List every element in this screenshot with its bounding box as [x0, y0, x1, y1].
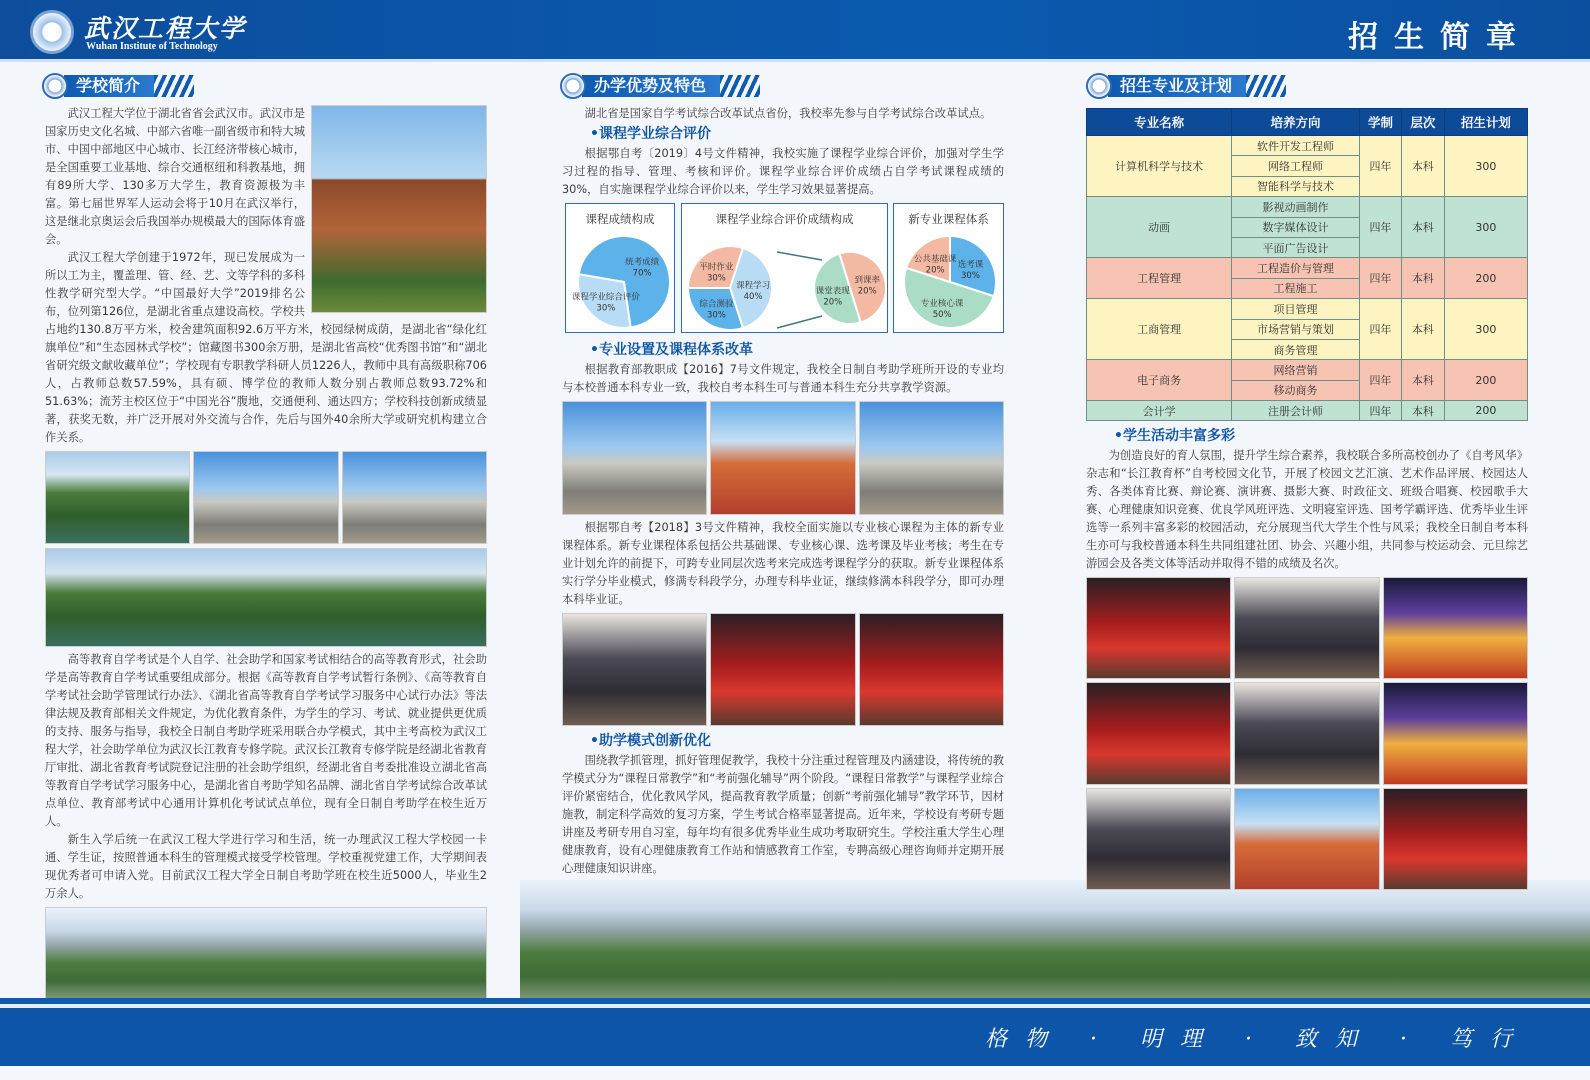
advantages-intro: 湖北省是国家自学考试综合改革试点省份，我校率先参与自学考试综合改革试点。 — [584, 107, 992, 120]
slice-label: 课程学业综合评价 — [571, 292, 640, 303]
enrollment-plan-table — [1086, 108, 1528, 421]
slice-label: 公共基础课 — [913, 254, 957, 265]
facility-photo-row — [562, 401, 1004, 515]
training-direction: 市场营销与策划 — [1232, 319, 1359, 339]
slice-label: 选考课 — [957, 260, 984, 271]
chart-title: 课程成绩构成 — [585, 212, 655, 226]
training-direction: 移动商务 — [1232, 380, 1359, 400]
enrollment-quota: 300 — [1444, 136, 1527, 197]
degree-level: 本科 — [1402, 197, 1444, 258]
subsection-text: 围绕教学抓管理，抓好管理促教学，我校十分注重过程管理及内涵建设，将传统的教学模式分为“课程日常教学”和“考前强化辅导”两个阶段。“课程日常教学”与课程学业综合评价紧密结合，优化教风学风，提高教育教学质量；创新“考前强化辅导”教学环节，因材施教，制定科学高效的复习方案，学生考试合格率显著提高。近年来，学校设有考研专题讲座及考研专用自习室，每年均有很多优秀毕业生成功考取研究生。学校注重大学生心理健康教育，设有心理健康教育工作站和情感教育工作室，专聘高级心理咨询师并定期开展心理健康知识讲座。 — [562, 754, 1004, 875]
school-logo-icon — [30, 10, 74, 54]
group-photo — [859, 613, 1004, 727]
school-name-cn: 武汉工程大学 — [84, 14, 247, 43]
award-ceremony-photo — [710, 613, 855, 727]
advantages-column — [562, 105, 1004, 878]
chart-title: 课程学业综合评价成绩构成 — [715, 212, 854, 226]
training-direction: 网络营销 — [1232, 360, 1359, 380]
advantages-text-block-4 — [562, 730, 1004, 878]
school-emblem-icon — [560, 73, 586, 99]
advantages-text-block — [562, 105, 1004, 199]
slice-label: 课堂表现 — [815, 286, 850, 297]
activity-photo — [1086, 577, 1231, 679]
table-row — [1087, 299, 1528, 319]
table-row — [1087, 401, 1528, 421]
section-title: 办学优势及特色 — [582, 75, 720, 97]
slice-label: 综合测验 — [699, 299, 734, 310]
chart-course-score — [565, 203, 675, 333]
column-header: 专业名称 — [1087, 109, 1232, 136]
brochure-title: 招生简章 — [1348, 20, 1532, 55]
major-name: 电子商务 — [1087, 360, 1232, 401]
section-title: 学校简介 — [64, 75, 154, 97]
subsection-title: •学生活动丰富多彩 — [1114, 428, 1235, 444]
intro-column — [45, 105, 487, 1000]
degree-level: 本科 — [1402, 299, 1444, 360]
connector-line — [777, 316, 822, 328]
campus-photo-row — [45, 451, 487, 544]
section-header-intro — [42, 74, 194, 98]
degree-level: 本科 — [1402, 360, 1444, 401]
subsection-title: •助学模式创新优化 — [590, 733, 711, 749]
activities-text-block — [1086, 425, 1528, 573]
slice-label: 统考成绩 — [625, 257, 660, 268]
slice-label: 平时作业 — [699, 262, 734, 273]
training-direction: 数字媒体设计 — [1232, 217, 1359, 237]
slice-label: 专业核心课 — [920, 299, 964, 310]
activity-photo — [1383, 682, 1528, 784]
school-emblem-icon — [1086, 73, 1112, 99]
intro-text-block-2 — [45, 651, 487, 903]
activity-photo — [1234, 577, 1379, 679]
section-header-plan — [1086, 74, 1286, 98]
intro-text-block — [45, 105, 487, 447]
stripes-decoration — [154, 75, 194, 97]
slice-label: 课程学习 — [736, 281, 771, 291]
degree-level: 本科 — [1402, 258, 1444, 299]
chart-title: 新专业课程体系 — [908, 212, 989, 226]
slice-value: 20% — [857, 286, 877, 297]
intro-paragraph: 武汉工程大学创建于1972年，现已发展成为一所以工为主，覆盖理、管、经、艺、文等学科的多科性教学研究型大学。“中国最好大学”2019排名公布，位列第126位，是湖北省重点建设高校。学校共占地约130.8万平方米，校舍建筑面积92.6万平方米，校园绿树成荫，是湖北省“绿化红旗单位”和“生态园林式学校”；馆藏图书300余万册，是湖北省高校“优秀图书馆”和“湖北省研究级文献收藏单位”；学校现有专职教学科研人员1226人，教师中具有高级职称706人，占教师总数57.59%，具有硕、博学位的教师人数分别占教师总数93.72%和51.63%；流芳主校区位于“中国光谷”腹地，交通便利、通达四方；学校科技创新成绩显著，获奖无数，并广泛开展对外交流与合作，先后与国外40余所大学或研究机构建立合作关系。 — [45, 251, 487, 444]
subsection-title: •专业设置及课程体系改革 — [590, 342, 753, 358]
classroom-photo — [562, 613, 707, 727]
advantages-text-block-3 — [562, 519, 1004, 609]
enrollment-quota: 200 — [1444, 360, 1527, 401]
enrollment-quota: 300 — [1444, 299, 1527, 360]
footer-banner — [0, 1004, 1590, 1066]
stripes-decoration — [720, 75, 760, 97]
intro-paragraph: 新生入学后统一在武汉工程大学进行学习和生活，统一办理武汉工程大学校园一卡通、学生证，按照普通本科生的管理模式接受学校管理。学校重视党建工作，大学期间表现优秀者可申请入党。目前武汉工程大学全日制自考助学班在校生近5000人，毕业生2万余人。 — [45, 832, 487, 900]
school-name-en: Wuhan Institute of Technology — [86, 41, 218, 52]
training-direction: 软件开发工程师 — [1232, 136, 1359, 156]
training-direction: 工程造价与管理 — [1232, 258, 1359, 278]
training-direction: 网络工程师 — [1232, 156, 1359, 176]
subsection-text: 根据鄂自考〔2019〕4号文件精神，我校实施了课程学业综合评价，加强对学生学习过程的指导、管理、考核和评价。课程学业综合评价成绩占自学考试课程成绩的30%，自实施课程学业综合评价以来，学生学习效果显著提高。 — [562, 147, 1004, 196]
subsection-text: 根据鄂自考【2018】3号文件精神，我校全面实施以专业核心课程为主体的新专业课程体系。新专业课程体系包括公共基础课、专业核心课、选考课及毕业考核；考生在专业计划允许的前提下，可跨专业同层次选考来完成选考课程学分的获取。新专业课程体系实行学分毕业模式，修满专科段学分，办理专科毕业证，继续修满本科段学分，即可办理本科毕业证。 — [562, 520, 1004, 606]
table-row — [1087, 360, 1528, 380]
training-direction: 平面广告设计 — [1232, 237, 1359, 257]
slice-value: 30% — [596, 303, 616, 314]
study-years: 四年 — [1359, 258, 1401, 299]
study-years: 四年 — [1359, 197, 1401, 258]
activity-photo — [1383, 788, 1528, 890]
stadium-photo — [710, 401, 855, 515]
study-years: 四年 — [1359, 401, 1401, 421]
slice-value: 70% — [632, 268, 652, 279]
section-header-advantages — [560, 74, 760, 98]
school-emblem-icon — [42, 73, 68, 99]
major-name: 工商管理 — [1087, 299, 1232, 360]
chart-comprehensive — [681, 203, 888, 333]
building-photo — [859, 401, 1004, 515]
advantages-text-block-2 — [562, 339, 1004, 397]
table-row — [1087, 258, 1528, 278]
subsection-text: 根据教育部教职成【2016】7号文件规定，我校全日制自考助学班所开设的专业均与本校普通本科专业一致，我校自考本科生可与普通本科生充分共享教学资源。 — [562, 363, 1004, 394]
training-direction: 注册会计师 — [1232, 401, 1359, 421]
activity-photo — [1086, 682, 1231, 784]
activities-column — [1086, 425, 1528, 890]
chart-new-curriculum — [893, 203, 1004, 333]
campus-panorama-photo — [520, 880, 1590, 1000]
training-direction: 智能科学与技术 — [1232, 176, 1359, 196]
activity-photo — [1383, 577, 1528, 679]
slice-value: 30% — [706, 310, 726, 321]
intro-paragraph: 武汉工程大学位于湖北省省会武汉市。武汉市是国家历史文化名城、中部六省唯一副省级市和特大城市、中国中部地区中心城市、长江经济带核心城市，是全国重要工业基地、综合交通枢纽和科教基地，拥有89所大学、130多万大学生，教育资源极为丰富。第七届世界军人运动会将于10月在武汉举行，这是继北京奥运会后我国举办规模最大的国际体育盛会。 — [45, 107, 305, 246]
enrollment-quota: 200 — [1444, 258, 1527, 299]
activity-photo — [1234, 682, 1379, 784]
library-photo — [562, 401, 707, 515]
subsection-text: 为创造良好的育人氛围，提升学生综合素养，我校联合多所高校创办了《自考风华》杂志和“长江教育杯”自考校园文化节，开展了校园文艺汇演、艺术作品评展、校园达人秀、各类体育比赛、辩论赛、演讲赛、摄影大赛、时政征文、班级合唱赛、校园歌手大赛、心理健康知识竞赛、优良学风班评选、文明寝室评选、国考学霸评选、优秀毕业生评选等一系列丰富多彩的校园活动，充分展现当代大学生个性与风采；我校全日制自考本科生亦可与我校普通本科生共同组建社团、协会、兴趣小组，共同参与校运动会、元旦综艺游园会及各类文体等活动并取得不错的成绩及名次。 — [1086, 449, 1528, 570]
slice-value: 20% — [925, 265, 945, 276]
study-years: 四年 — [1359, 136, 1401, 197]
major-name: 工程管理 — [1087, 258, 1232, 299]
training-direction: 商务管理 — [1232, 339, 1359, 359]
column-header: 招生计划 — [1444, 109, 1527, 136]
intro-paragraph: 高等教育自学考试是个人自学、社会助学和国家考试相结合的高等教育形式，社会助学是高等教育自学考试重要组成部分。根据《高等教育自学考试暂行条例》、《高等教育自学考试社会助学管理试行办法》、《湖北省高等教育自学考试学习服务中心试行办法》等法律法规及教育部相关文件规定，为优化教育条件，为学生的学习、考试、就业提供更优质的支持、服务与指导，我校全日制自考助学班采用联合办学模式，其中主考高校为武汉工程大学，社会助学单位为武汉长江教育专修学院。武汉长江教育专修学院是经湖北省教育厅审批、湖北省教育考试院登记注册的社会助学组织，经湖北省自考委批准设立湖北省高等教育自学考试学习服务中心，是湖北省自考助学知名品牌、湖北省自学考试综合改革试点单位、教育部考试中心通用计算机化考试试点单位，现有全日制自考助学在校生近万人。 — [45, 652, 487, 828]
column-header: 学制 — [1359, 109, 1401, 136]
table-row — [1087, 197, 1528, 217]
training-direction: 项目管理 — [1232, 299, 1359, 319]
column-header: 培养方向 — [1232, 109, 1359, 136]
campus-photo — [45, 451, 190, 544]
header-banner — [0, 0, 1590, 62]
activity-photo — [1086, 788, 1231, 890]
slice-value: 20% — [823, 297, 843, 308]
school-motto: 格物 · 明理 · 致知 · 笃行 — [985, 1027, 1530, 1052]
study-years: 四年 — [1359, 360, 1401, 401]
campus-lake-photo — [45, 548, 487, 647]
connector-line — [777, 252, 822, 260]
major-name: 动画 — [1087, 197, 1232, 258]
section-title: 招生专业及计划 — [1108, 75, 1246, 97]
training-direction: 工程施工 — [1232, 278, 1359, 298]
pie-chart — [566, 204, 676, 334]
campus-photo — [342, 451, 487, 544]
major-name: 会计学 — [1087, 401, 1232, 421]
stripes-decoration — [1246, 75, 1286, 97]
degree-level: 本科 — [1402, 136, 1444, 197]
slice-label: 到课率 — [854, 275, 880, 286]
table-row — [1087, 136, 1528, 156]
enrollment-quota: 200 — [1444, 401, 1527, 421]
slice-value: 50% — [932, 310, 952, 321]
slice-value: 40% — [743, 292, 763, 302]
yellow-crane-tower-photo — [311, 105, 487, 313]
degree-level: 本科 — [1402, 401, 1444, 421]
study-years: 四年 — [1359, 299, 1401, 360]
campus-photo — [193, 451, 338, 544]
column-header: 层次 — [1402, 109, 1444, 136]
pie-chart — [894, 204, 1005, 334]
teaching-photo-row — [562, 613, 1004, 727]
subsection-title: •课程学业综合评价 — [590, 126, 711, 142]
campus-building-photo — [45, 907, 487, 1000]
pie-chart — [682, 204, 889, 334]
table-header-row — [1087, 109, 1528, 136]
slice-value: 30% — [961, 271, 980, 282]
enrollment-quota: 300 — [1444, 197, 1527, 258]
major-name: 计算机科学与技术 — [1087, 136, 1232, 197]
charts-row — [562, 203, 1004, 335]
activity-photo — [1234, 788, 1379, 890]
slice-value: 30% — [706, 273, 726, 284]
training-direction: 影视动画制作 — [1232, 197, 1359, 217]
activities-photo-grid — [1086, 577, 1528, 890]
